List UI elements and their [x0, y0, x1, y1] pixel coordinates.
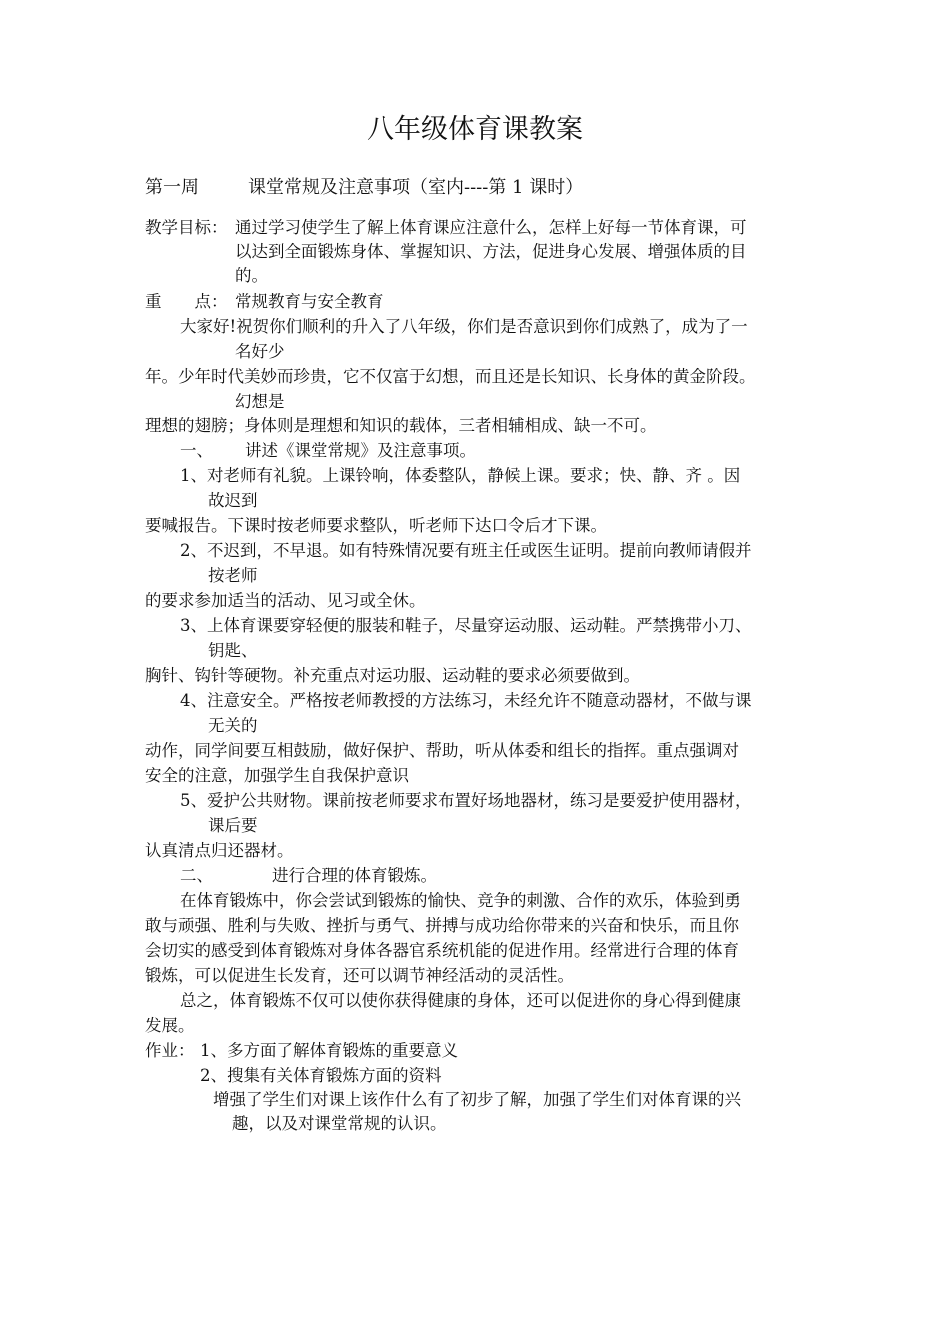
paragraph-line: 发展。: [145, 1016, 195, 1035]
goal-line: 通过学习使学生了解上体育课应注意什么，怎样上好每一节体育课，可: [235, 218, 747, 237]
list-item-wrap: 钥匙、: [208, 641, 258, 660]
list-item-wrap: 课后要: [208, 816, 258, 835]
paragraph-line: 在体育锻炼中，你会尝试到锻炼的愉快、竞争的刺激、合作的欢乐，体验到勇: [180, 891, 741, 910]
week-label: 第一周: [145, 177, 199, 198]
list-item: 1、对老师有礼貌。上课铃响，体委整队，静候上课。要求；快、静、齐 。因: [180, 466, 741, 485]
homework-item: 2、搜集有关体育锻炼方面的资料: [200, 1066, 442, 1085]
paragraph-line: 总之，体育锻炼不仅可以使你获得健康的身体，还可以促进你的身心得到健康: [180, 991, 741, 1010]
list-item: 2、不迟到，不早退。如有特殊情况要有班主任或医生证明。提前向教师请假并: [180, 541, 752, 560]
homework-item: 1、多方面了解体育锻炼的重要意义: [200, 1041, 458, 1060]
section-number: 二、: [180, 866, 213, 885]
paragraph-line: 锻炼，可以促进生长发育，还可以调节神经活动的灵活性。: [145, 966, 574, 985]
paragraph-line: 敢与顽强、胜利与失败、挫折与勇气、拼搏与成功给你带来的兴奋和快乐，而且你: [145, 916, 739, 935]
intro-line: 名好少: [235, 342, 285, 361]
intro-line: 年。少年时代美妙而珍贵，它不仅富于幻想，而且还是长知识、长身体的黄金阶段。: [145, 367, 756, 386]
goal-line: 以达到全面锻炼身体、掌握知识、方法，促进身心发展、增强体质的目: [235, 242, 747, 261]
list-item: 5、爱护公共财物。课前按老师要求布置好场地器材，练习是要爱护使用器材，: [180, 791, 752, 810]
intro-line: 理想的翅膀；身体则是理想和知识的载体，三者相辅相成、缺一不可。: [145, 416, 657, 435]
key-text: 常规教育与安全教育: [235, 292, 384, 311]
section-heading: 进行合理的体育锻炼。: [272, 866, 437, 885]
list-item-wrap: 按老师: [208, 566, 258, 585]
list-item-cont: 认真清点归还器材。: [145, 841, 294, 860]
intro-line: 大家好!祝贺你们顺利的升入了八年级，你们是否意识到你们成熟了，成为了一: [180, 317, 748, 336]
goal-line: 的。: [235, 266, 268, 285]
list-item-cont: 胸针、钩针等硬物。补充重点对运功服、运动鞋的要求必须要做到。: [145, 666, 640, 685]
section-heading: 讲述《课堂常规》及注意事项。: [245, 441, 476, 460]
list-item-cont: 安全的注意，加强学生自我保护意识: [145, 766, 409, 785]
list-item: 4、注意安全。严格按老师教授的方法练习，未经允许不随意动器材，不做与课: [180, 691, 752, 710]
list-item-cont: 动作，同学间要互相鼓励，做好保护、帮助，听从体委和组长的指挥。重点强调对: [145, 741, 739, 760]
homework-label: 作业：: [145, 1041, 195, 1060]
list-item: 3、上体育课要穿轻便的服装和鞋子，尽量穿运动服、运动鞋。严禁携带小刀、: [180, 616, 752, 635]
list-item-wrap: 无关的: [208, 716, 258, 735]
summary-line: 趣，以及对课堂常规的认识。: [232, 1114, 447, 1133]
list-item-cont: 的要求参加适当的活动、见习或全休。: [145, 591, 426, 610]
doc-title: 八年级体育课教案: [367, 114, 583, 145]
list-item-wrap: 故迟到: [208, 491, 258, 510]
goal-label: 教学目标：: [145, 218, 228, 237]
summary-line: 增强了学生们对课上该作什么有了初步了解，加强了学生们对体育课的兴: [213, 1090, 741, 1109]
list-item-cont: 要喊报告。下课时按老师要求整队，听老师下达口令后才下课。: [145, 516, 607, 535]
section-number: 一、: [180, 441, 213, 460]
paragraph-line: 会切实的感受到体育锻炼对身体各器官系统机能的促进作用。经常进行合理的体育: [145, 941, 739, 960]
key-label: 重 点：: [145, 292, 228, 311]
lesson-title: 课堂常规及注意事项（室内----第 1 课时）: [248, 177, 584, 198]
intro-line: 幻想是: [235, 392, 285, 411]
